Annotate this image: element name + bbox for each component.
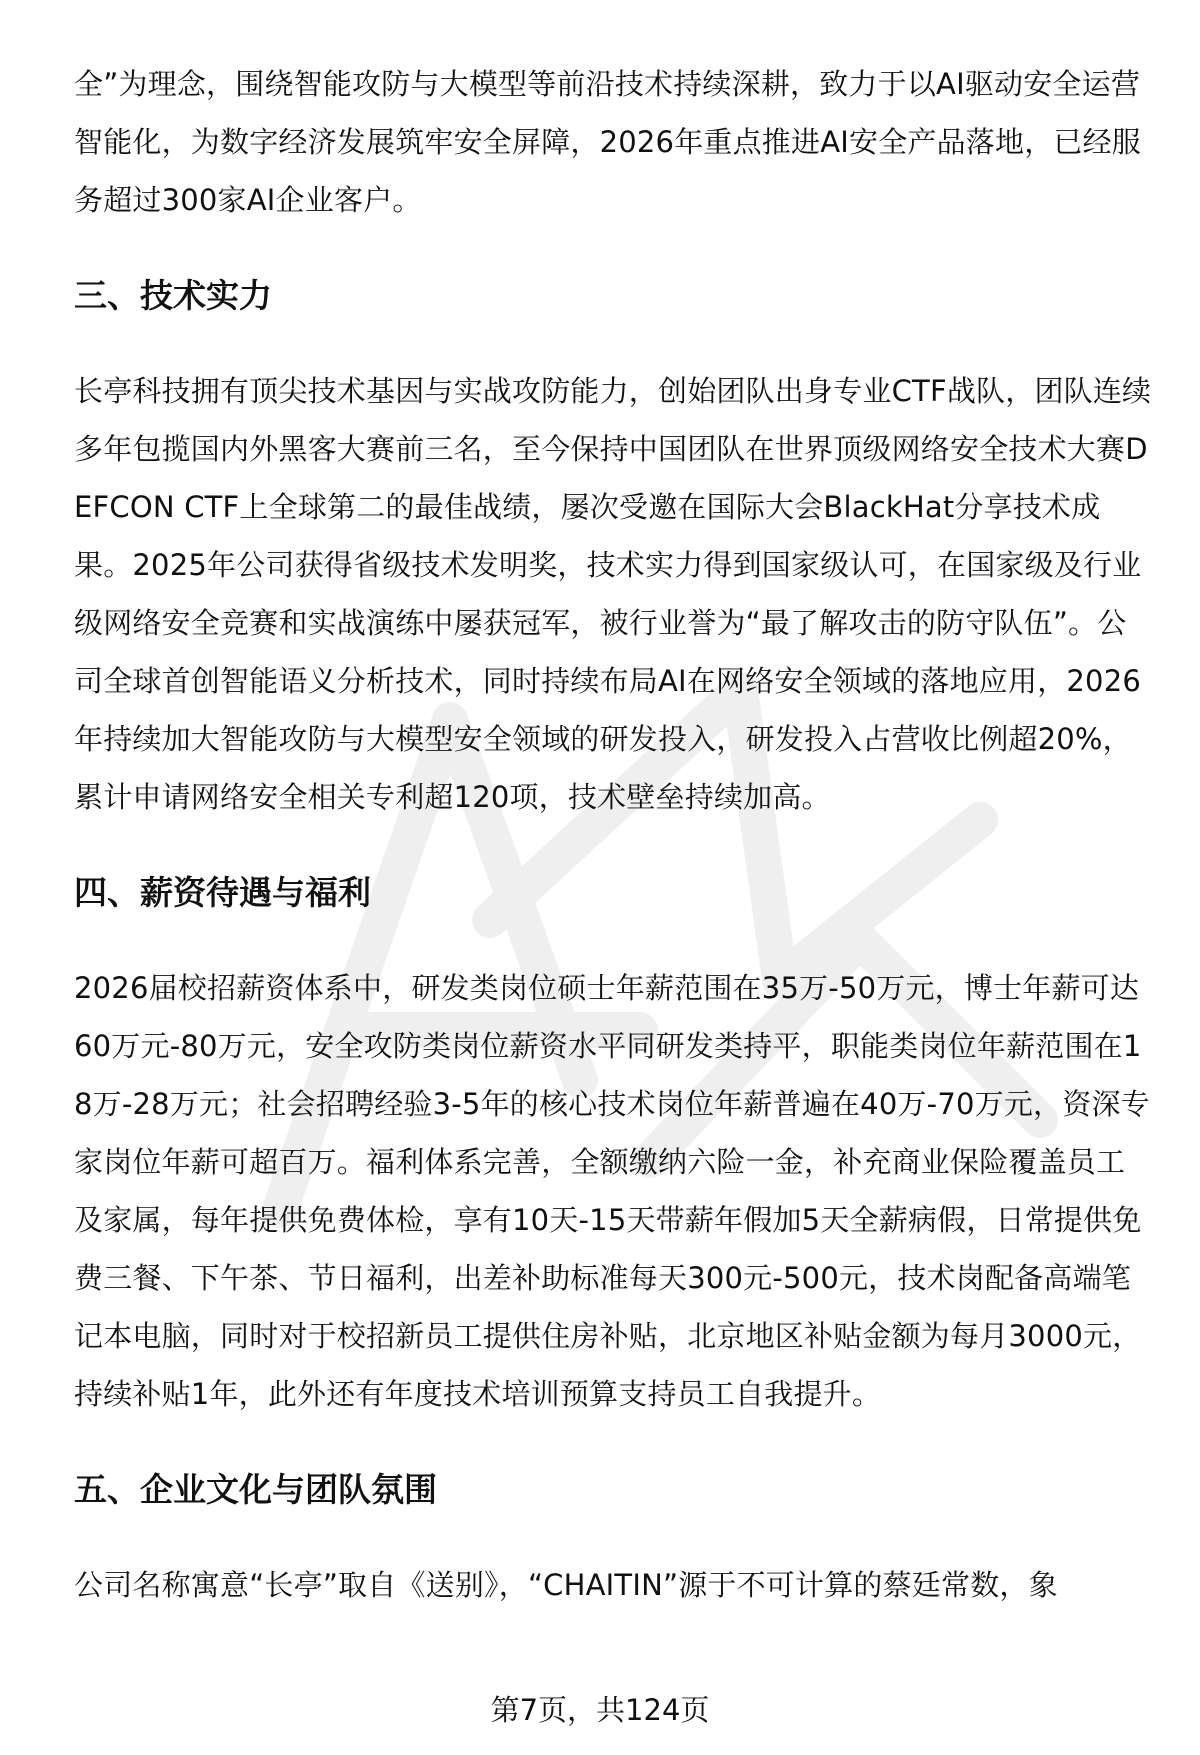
section-heading-tech: 三、技术实力 [74, 276, 272, 315]
section-heading-salary: 四、薪资待遇与福利 [74, 873, 371, 912]
intro-paragraph: 全”为理念，围绕智能攻防与大模型等前沿技术持续深耕，致力于以AI驱动安全运营智能化，为数字经济发展筑牢安全屏障，2026年重点推进AI安全产品落地，已经服务超过300家AI企业客户。 [74, 67, 1141, 217]
section-paragraph-tech: 长亭科技拥有顶尖技术基因与实战攻防能力，创始团队出身专业CTF战队，团队连续多年包揽国内外黑客大赛前三名，至今保持中国团队在世界顶级网络安全技术大赛DEFCON CTF上全球第二的最佳战绩，屡次受邀在国际大会BlackHat分享技术成果。2025年公司获得省级技术发明奖，技术实力得到国家级认可，在国家级及行业级网络安全竞赛和实战演练中屡获冠军，被行业誉为“最了解攻击的防守队伍”。公司全球首创智能语义分析技术，同时持续布局AI在网络安全领域的落地应用，2026年持续加大智能攻防与大模型安全领域的研发投入，研发投入占营收比例超20%，累计申请网络安全相关专利超120项，技术壁垒持续加高。 [74, 374, 1152, 814]
document-body [74, 55, 1154, 1614]
section-paragraph-salary: 2026届校招薪资体系中，研发类岗位硕士年薪范围在35万-50万元，博士年薪可达60万元-80万元，安全攻防类岗位薪资水平同研发类持平，职能类岗位年薪范围在18万-28万元；社会招聘经验3-5年的核心技术岗位年薪普遍在40万-70万元，资深专家岗位年薪可超百万。福利体系完善，全额缴纳六险一金，补充商业保险覆盖员工及家属，每年提供免费体检，享有10天-15天带薪年假加5天全薪病假，日常提供免费三餐、下午茶、节日福利，出差补助标准每天300元-500元，技术岗配备高端笔记本电脑，同时对于校招新员工提供住房补贴，北京地区补贴金额为每月3000元，持续补贴1年，此外还有年度技术培训预算支持员工自我提升。 [74, 971, 1150, 1411]
page-number-footer: 第7页，共124页 [490, 1693, 710, 1727]
section-paragraph-culture: 公司名称寓意“长亭”取自《送别》，“CHAITIN”源于不可计算的蔡廷常数，象 [74, 1568, 1058, 1602]
section-heading-culture: 五、企业文化与团队氛围 [74, 1470, 437, 1509]
